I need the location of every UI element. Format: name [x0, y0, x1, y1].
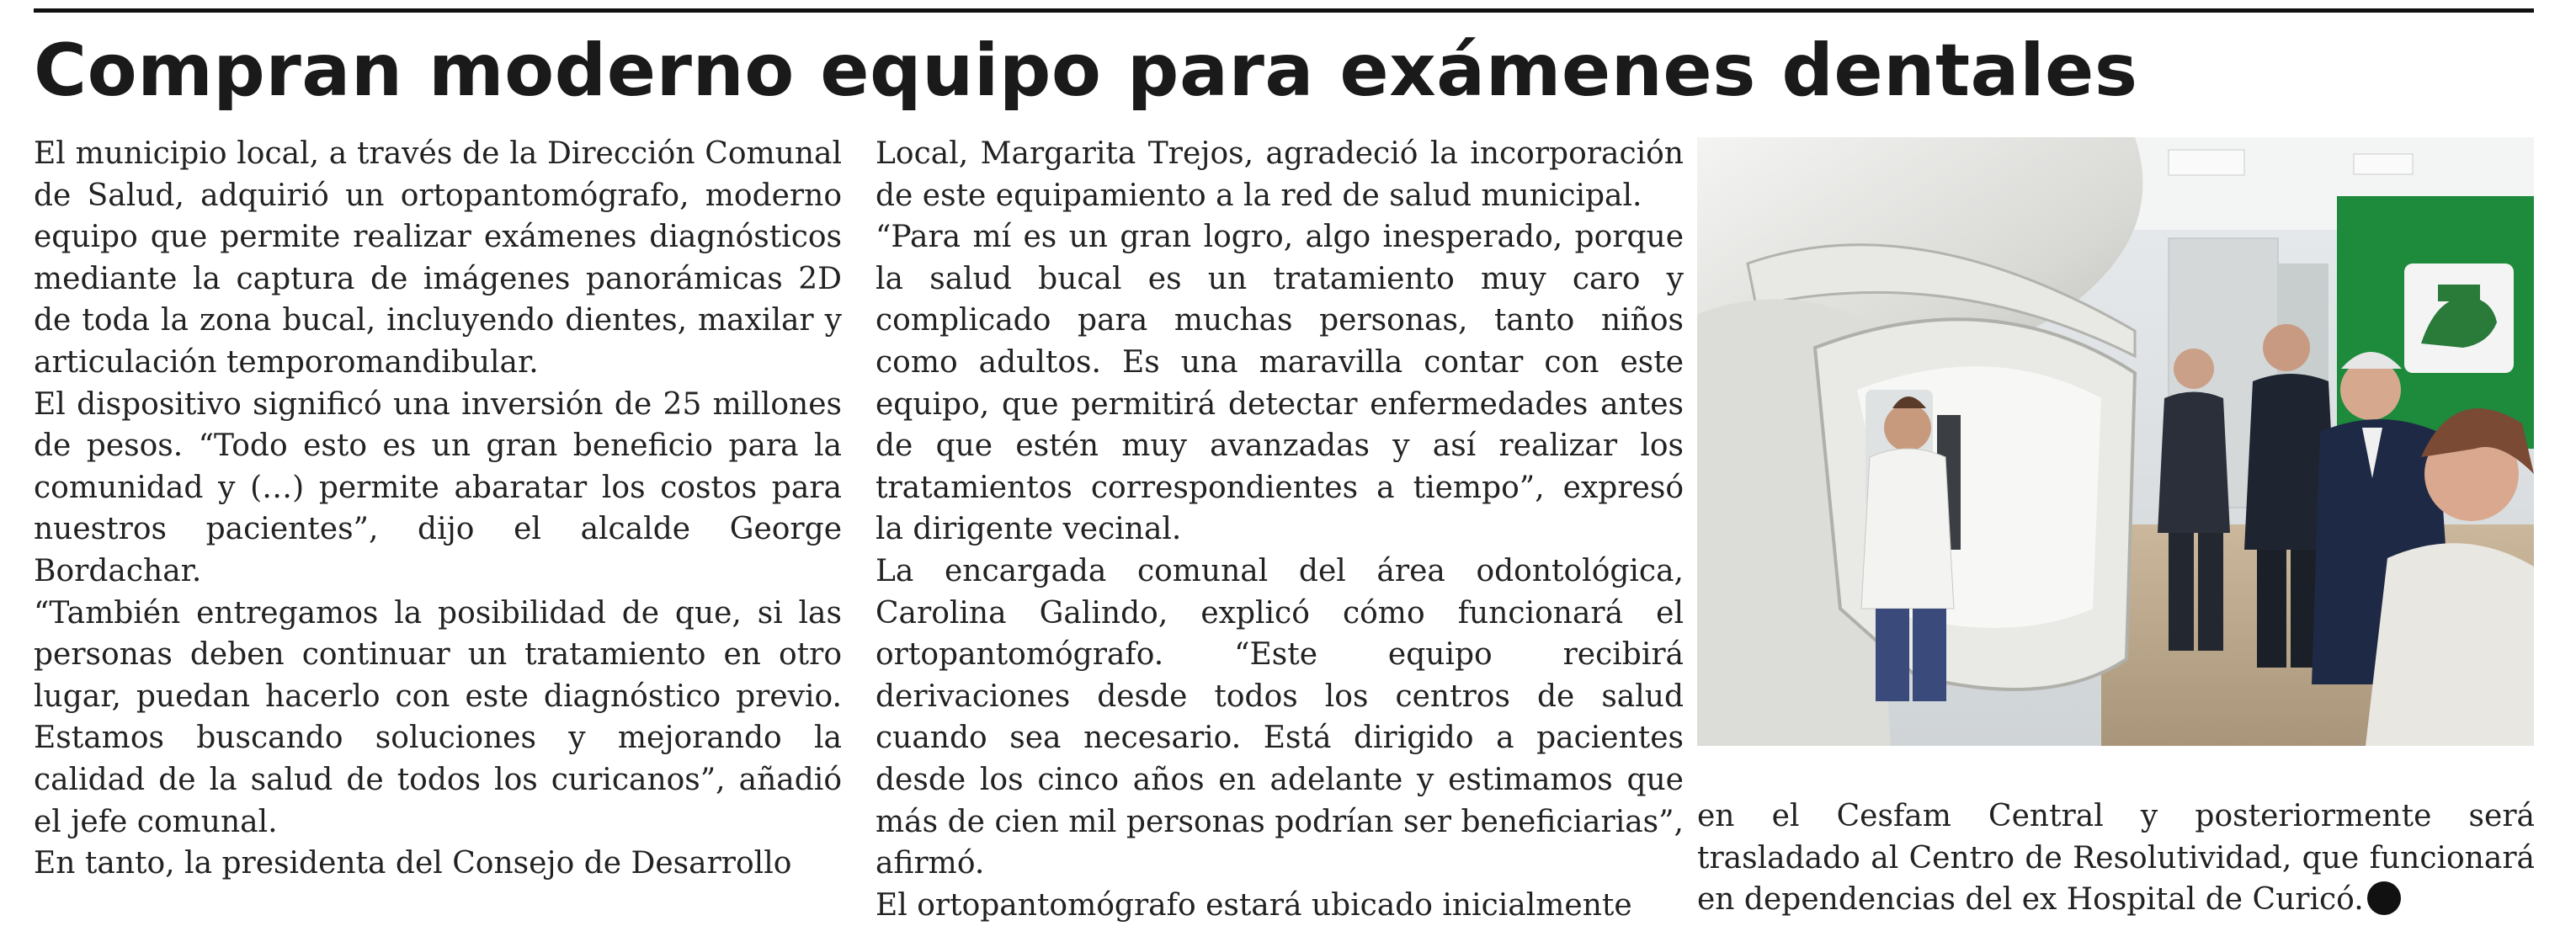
column-3: [1697, 796, 2535, 921]
paragraph: El dispositivo significó una inversión de 25 millones de pesos. “Todo esto es un gran beneficio para la comunidad y (…) permite abaratar los costos para nuestros pacientes”, dijo el alcalde George Bordachar.: [34, 386, 842, 588]
paragraph: En tanto, la presidenta del Consejo de Desarrollo: [34, 846, 792, 881]
paragraph-text: en el Cesfam Central y posteriormente será trasladado al Centro de Resolutividad, que funcionará en dependencias del ex Hospital de Curicó.: [1697, 799, 2535, 918]
end-mark-icon: [2367, 881, 2401, 915]
paragraph: “Para mí es un gran logro, algo inesperado, porque la salud bucal es un tratamiento muy caro y complicado para muchas personas, tanto niños como adultos. Es una maravilla contar con este equipo, que permitirá detectar enfermedades antes de que estén muy avanzadas y así realizar los tratamientos correspondientes a tiempo”, expresó la dirigente vecinal.: [876, 220, 1684, 547]
top-rule: [34, 8, 2534, 13]
paragraph: Local, Margarita Trejos, agradeció la incorporación de este equipamiento a la red de salud municipal.: [876, 136, 1684, 213]
headline: Compran moderno equipo para exámenes dentales: [34, 29, 2138, 113]
column-1: [34, 133, 842, 885]
column-2: [876, 133, 1684, 926]
paragraph: [1697, 796, 2535, 921]
paragraph: El municipio local, a través de la Dirección Comunal de Salud, adquirió un ortopantomógrafo, moderno equipo que permite realizar exámenes diagnósticos mediante la captura de imágenes panorámicas 2D de toda la zona bucal, incluyendo dientes, maxilar y articulación temporomandibular.: [34, 136, 842, 380]
article-photo: [1697, 137, 2534, 746]
paragraph: El ortopantomógrafo estará ubicado inicialmente: [876, 887, 1632, 923]
paragraph: “También entregamos la posibilidad de que, si las personas deben continuar un tratamiento en otro lugar, puedan hacerlo con este diagnóstico previo. Estamos buscando soluciones y mejorando la calidad de la salud de todos los curicanos”, añadió el jefe comunal.: [34, 595, 842, 839]
paragraph: La encargada comunal del área odontológica, Carolina Galindo, explicó cómo funcionará el ortopantomógrafo. “Este equipo recibirá derivaciones desde todos los centros de salud cuando sea necesario. Está dirigido a pacientes desde los cinco años en adelante y estimamos que más de cien mil personas podrían ser beneficiarias”, afirmó.: [876, 553, 1684, 881]
